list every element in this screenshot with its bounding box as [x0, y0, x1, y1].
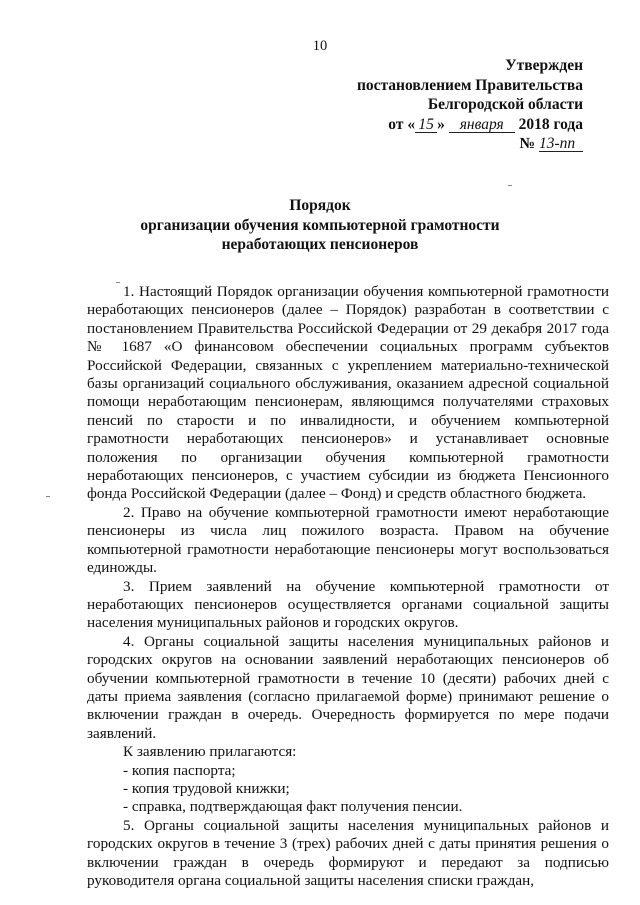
scan-speck: [46, 496, 50, 497]
title-line-1: Порядок: [289, 197, 351, 214]
approval-number-line: [283, 134, 583, 154]
date-prefix: от «: [388, 115, 416, 133]
approval-line-1: Утвержден: [505, 57, 583, 74]
number-value: 13-пп: [539, 136, 583, 152]
attachment-item: - копия паспорта;: [123, 761, 236, 779]
attachment-item: - копия трудовой книжки;: [123, 779, 290, 797]
scan-speck: [116, 282, 120, 283]
number-prefix: №: [519, 135, 536, 152]
approval-block: [283, 56, 583, 154]
paragraph-3: 3. Прием заявлений на обучение компьютерной грамотности от неработающих пенсионеров осуществляется органами социальной защиты населения муниципальных районов и городских округов.: [87, 577, 609, 632]
attachment-item: - справка, подтверждающая факт получения пенсии.: [123, 798, 463, 816]
date-day: 15: [415, 117, 437, 133]
page-number: 10: [312, 38, 328, 54]
title-line-3: неработающих пенсионеров: [221, 236, 419, 253]
approval-line-2: постановлением Правительства: [356, 76, 583, 94]
date-month: января: [449, 117, 515, 133]
date-mid: »: [437, 115, 445, 133]
document-body: [87, 283, 609, 890]
scan-speck: [508, 185, 512, 186]
attachments-intro: К заявлению прилагаются:: [123, 743, 297, 761]
paragraph-4: 4. Органы социальной защиты населения муниципальных районов и городских округов на основании заявлений неработающих пенсионеров об обучении компьютерной грамотности в течение 10 (десяти) рабочих дней с даты приема заявления (согласно прилагаемой форме) принимают решение о включении граждан в очередь. Очередность формируется по мере подачи заявлений.: [87, 632, 609, 742]
approval-line-3: Белгородской области: [427, 96, 583, 113]
paragraph-1: 1. Настоящий Порядок организации обучения компьютерной грамотности неработающих пенсионеров (далее – Порядок) разработан в соответствии с постановлением Правительства Российской Федерации от 29 декабря 2017 года № 1687 «О финансовом обеспечении социальных программ субъектов Российской Федерации, связанных с укреплением материально-технической базы организаций социального обслуживания, оказанием адресной социальной помощи неработающим пенсионерам, являющимся получателями страховых пенсий по старости и по инвалидности, и обучением компьютерной грамотности неработающих пенсионеров» и устанавливает основные положения по организации обучения компьютерной грамотности неработающих пенсионеров, с участием субсидии из бюджета Пенсионного фонда Российской Федерации (далее – Фонд) и средств областного бюджета.: [87, 283, 609, 503]
approval-date-line: [283, 115, 583, 135]
title-line-2: организации обучения компьютерной грамотности: [140, 216, 500, 234]
date-year: 2018 года: [518, 115, 583, 133]
paragraph-2: 2. Право на обучение компьютерной грамотности имеют неработающие пенсионеры из числа лиц пожилого возраста. Правом на обучение компьютерной грамотности неработающие пенсионеры могут воспользоваться единожды.: [87, 503, 609, 577]
document-title: [100, 196, 540, 255]
paragraph-5: 5. Органы социальной защиты населения муниципальных районов и городских округов в течение 3 (трех) рабочих дней с даты принятия решения о включении граждан в очередь формируют и передают за подписью руководителя органа социальной защиты населения списки граждан,: [87, 816, 609, 889]
